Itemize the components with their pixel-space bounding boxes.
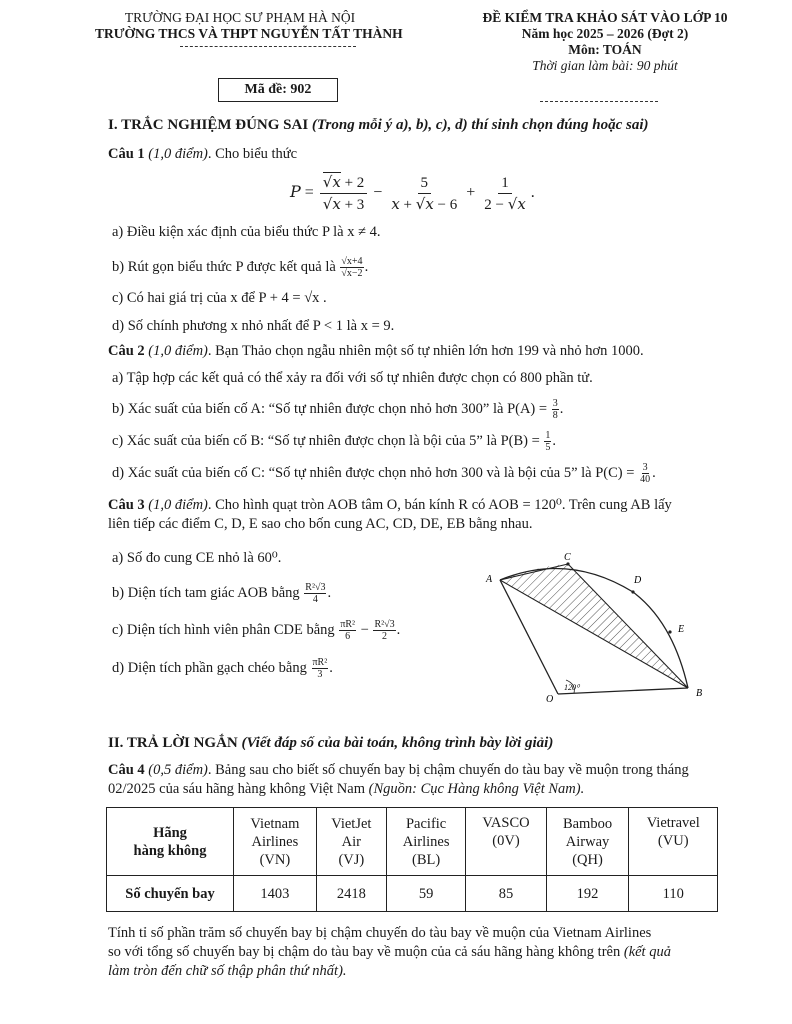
row-label: Số chuyến bay [107, 876, 234, 912]
value-vu: 110 [629, 876, 718, 912]
header-vu: Vietravel (VU) [629, 808, 718, 876]
label-angle: 120⁰ [564, 683, 580, 692]
value-vn: 1403 [234, 876, 317, 912]
subject: Môn: TOÁN [568, 42, 642, 57]
q1-option-c: c) Có hai giá trị của x để P + 4 = √x . [112, 290, 327, 306]
label-d: D [634, 575, 642, 586]
header-bl: Pacific Airlines (BL) [386, 808, 465, 876]
header-0v: VASCO (0V) [466, 808, 546, 876]
label-a: A [486, 574, 493, 585]
table-row [107, 876, 718, 912]
section-1-title: I. TRẮC NGHIỆM ĐÚNG SAI (Trong mỗi ý a), b), c), d) thí sinh chọn đúng hoặc sai) [108, 117, 649, 133]
point-e [668, 630, 671, 633]
q1-stem: Câu 1 (1,0 điểm). Cho biểu thức [108, 146, 298, 162]
exam-code: Mã đề: 902 [218, 78, 338, 102]
label-o: O [546, 694, 554, 705]
duration: Thời gian làm bài: 90 phút [532, 58, 678, 73]
exam-header [455, 10, 755, 74]
university-name: TRƯỜNG ĐẠI HỌC SƯ PHẠM HÀ NỘI [124, 10, 356, 25]
header-qh: Bamboo Airway (QH) [546, 808, 629, 876]
header-vj: VietJet Air (VJ) [316, 808, 386, 876]
q2-stem: Câu 2 (1,0 điểm). Bạn Thảo chọn ngẫu nhiên một số tự nhiên lớn hơn 199 và nhỏ hơn 1000. [108, 343, 644, 359]
q2-option-b: b) Xác suất của biến cố A: “Số tự nhiên được chọn nhỏ hơn 300” là P(A) = $\frac{3}{8}$ . [112, 398, 564, 421]
q2-option-d: d) Xác suất của biến cố C: “Số tự nhiên được chọn nhỏ hơn 300 và là bội của 5” là P(C) = $\frac{3}{40}$ . [112, 462, 656, 485]
q1-option-d: d) Số chính phương x nhỏ nhất để P < 1 là x = 9. [112, 318, 395, 334]
header-divider [180, 46, 356, 47]
q4-stem-line1: Câu 4 (0,5 điểm). Bảng sau cho biết số chuyến bay bị chậm chuyến do tàu bay về muộn trong tháng [108, 762, 689, 778]
q1-option-b: b) Rút gọn biểu thức P được kết quả là $\frac{√x+4}{√x-2}$ . [112, 256, 369, 279]
label-e: E [678, 624, 685, 635]
value-vj: 2418 [316, 876, 386, 912]
table-header-row [107, 808, 718, 876]
q3-option-d: d) Diện tích phần gạch chéo bằng $\frac{\text{πR²}}{3}$ . [112, 657, 333, 680]
value-0v: 85 [466, 876, 546, 912]
exam-title: ĐỀ KIỂM TRA KHẢO SÁT VÀO LỚP 10 [482, 10, 728, 25]
q1-option-a: a) Điều kiện xác định của biểu thức P là x ≠ 4. [112, 224, 381, 240]
value-qh: 192 [546, 876, 629, 912]
q4-prompt: Tính tỉ số phần trăm số chuyến bay bị chậm chuyến do tàu bay về muộn của Vietnam Airlines so với tổng số chuyến bay bị chậm do tàu bay về muộn của cả sáu hãng hàng không trên (kết quả làm tròn đến chữ số thập phân thứ nhất). [108, 925, 671, 979]
header-vn: Vietnam Airlines (VN) [234, 808, 317, 876]
q3-stem-line2: liên tiếp các điểm C, D, E sao cho bốn cung AC, CD, DE, EB bằng nhau. [108, 516, 533, 532]
q2-option-c: c) Xác suất của biến cố B: “Số tự nhiên được chọn là bội của 5” là P(B) = $\frac{1}{5}$ . [112, 430, 557, 453]
q3-option-c: c) Diện tích hình viên phân CDE bằng $\frac{\text{πR²}}{6}$ − $\frac{\text{R²√3}}{2}$ . [112, 619, 401, 642]
q3-stem-line1: Câu 3 (1,0 điểm). Cho hình quạt tròn AOB tâm O, bán kính R có AOB = 120⁰. Trên cung AB lấy [108, 497, 672, 513]
q3-option-b: b) Diện tích tam giác AOB bằng $\frac{\text{R²√3}}{4}$ . [112, 582, 332, 605]
sector-figure [478, 552, 718, 712]
q3-option-a: a) Số đo cung CE nhỏ là 60⁰. [112, 550, 282, 566]
q2-option-a: a) Tập hợp các kết quả có thể xảy ra đối với số tự nhiên được chọn có 800 phần tử. [112, 370, 593, 386]
table-header-label: Hãng hàng không [107, 808, 234, 876]
section-2-title: II. TRẢ LỜI NGẮN (Viết đáp số của bài toán, không trình bày lời giải) [108, 735, 554, 751]
point-d [631, 590, 634, 593]
q4-stem-line2: 02/2025 của sáu hãng hàng không Việt Nam (Nguồn: Cục Hàng không Việt Nam). [108, 781, 585, 797]
label-b: B [696, 688, 703, 699]
q1-formula: P = $\frac{√x + 2}{√x + 3}$ − $\frac{5}{x + √x - 6}$ + $\frac{1}{2 - √x}$ . [290, 173, 535, 213]
header-divider-right [540, 101, 658, 102]
school-name: TRƯỜNG THCS VÀ THPT NGUYỄN TẤT THÀNH [95, 26, 403, 41]
airline-delay-table [106, 807, 718, 912]
school-year: Năm học 2025 – 2026 (Đợt 2) [521, 26, 689, 41]
hatched-region [500, 564, 688, 688]
label-c: C [564, 552, 571, 563]
value-bl: 59 [386, 876, 465, 912]
school-header [95, 10, 403, 42]
